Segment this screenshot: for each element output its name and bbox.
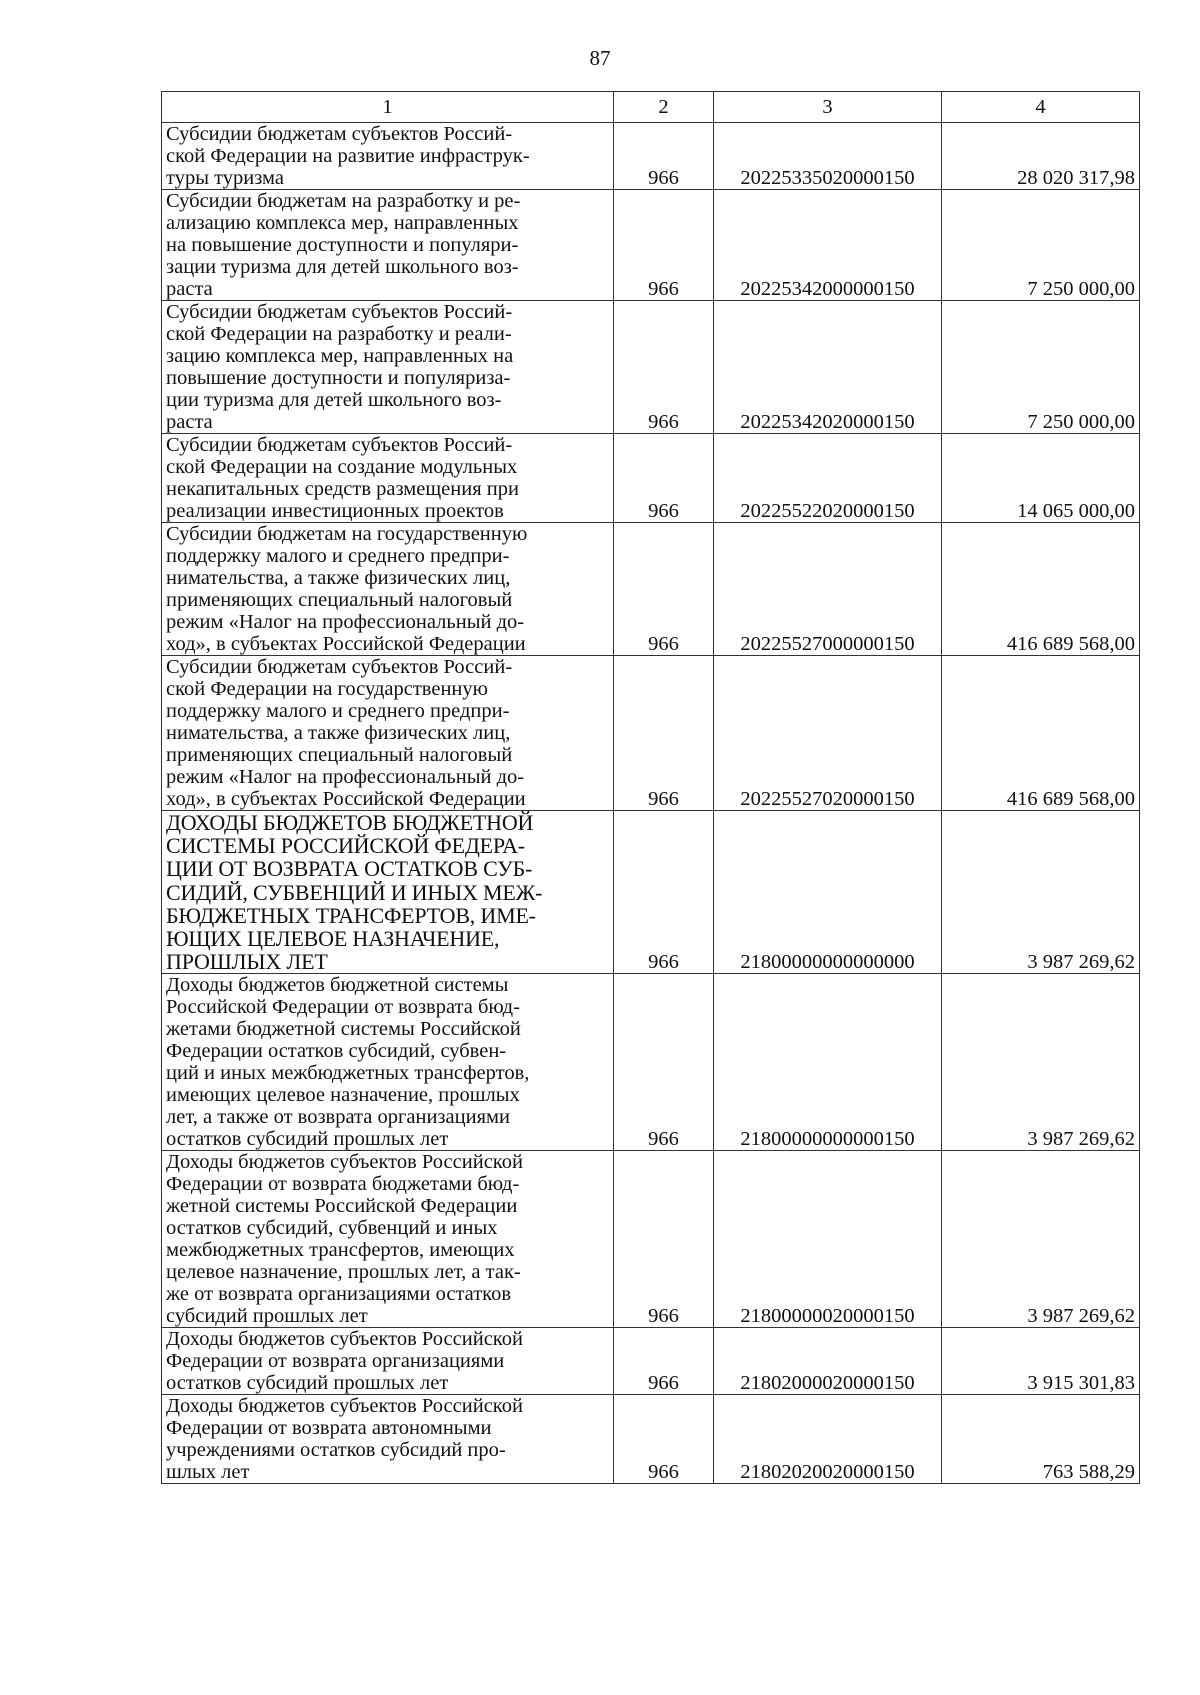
row-budget-code: 20225527000000150 bbox=[714, 523, 942, 656]
row-name-line: БЮДЖЕТНЫХ ТРАНСФЕРТОВ, ИМЕ- bbox=[166, 902, 536, 928]
table-row bbox=[162, 434, 1140, 523]
row-name-line: ход», в субъектах Российской Федерации bbox=[166, 633, 526, 655]
row-name-line: шлых лет bbox=[166, 1461, 250, 1484]
row-name-line: туры туризма bbox=[166, 167, 284, 189]
row-admin-code: 966 bbox=[614, 1395, 714, 1484]
table-row bbox=[162, 1328, 1140, 1395]
row-name-line: поддержку малого и среднего предпри- bbox=[166, 545, 510, 567]
row-name-line: нимательства, а также физических лиц, bbox=[166, 722, 511, 744]
row-name-cell bbox=[162, 190, 614, 301]
row-name-line: лет, а также от возврата организациями bbox=[166, 1106, 510, 1129]
row-name-line: Субсидии бюджетам субъектов Россий- bbox=[166, 123, 513, 145]
table-row bbox=[162, 123, 1140, 190]
row-name-line: Доходы бюджетов бюджетной системы bbox=[166, 974, 509, 997]
row-name-line: учреждениями остатков субсидий про- bbox=[166, 1439, 506, 1462]
row-name-line: Субсидии бюджетам на государственную bbox=[166, 523, 528, 545]
row-amount: 28 020 317,98 bbox=[942, 123, 1140, 190]
row-name-cell bbox=[162, 523, 614, 656]
row-admin-code: 966 bbox=[614, 811, 714, 974]
row-name-line: раста bbox=[166, 278, 213, 300]
row-name-line: остатков субсидий, субвенций и иных bbox=[166, 1217, 498, 1240]
budget-table bbox=[161, 91, 1140, 1484]
row-name-cell bbox=[162, 1395, 614, 1484]
row-name-line: СИДИЙ, СУБВЕНЦИЙ И ИНЫХ МЕЖ- bbox=[166, 879, 543, 905]
table-header bbox=[162, 92, 1140, 123]
row-name-line: нимательства, а также физических лиц, bbox=[166, 567, 511, 589]
table-row bbox=[162, 1395, 1140, 1484]
header-col-1: 1 bbox=[162, 92, 614, 123]
row-budget-code: 20225335020000150 bbox=[714, 123, 942, 190]
row-name-cell bbox=[162, 123, 614, 190]
row-name-cell bbox=[162, 434, 614, 523]
row-name-line: ЮЩИХ ЦЕЛЕВОЕ НАЗНАЧЕНИЕ, bbox=[166, 926, 500, 952]
table-body bbox=[162, 123, 1140, 1484]
row-name-cell bbox=[162, 1328, 614, 1395]
row-amount: 7 250 000,00 bbox=[942, 190, 1140, 301]
row-amount: 14 065 000,00 bbox=[942, 434, 1140, 523]
row-admin-code: 966 bbox=[614, 1328, 714, 1395]
row-name-line: реализации инвестиционных проектов bbox=[166, 500, 504, 522]
row-name-line: раста bbox=[166, 411, 213, 433]
table-row bbox=[162, 1151, 1140, 1328]
row-budget-code: 20225342020000150 bbox=[714, 301, 942, 434]
row-name-line: повышение доступности и популяриза- bbox=[166, 367, 511, 389]
row-name-line: жетами бюджетной системы Российской bbox=[166, 1018, 521, 1041]
row-budget-code: 21802020020000150 bbox=[714, 1395, 942, 1484]
row-budget-code: 21800000000000000 bbox=[714, 811, 942, 974]
row-name-line: ций и иных межбюджетных трансфертов, bbox=[166, 1062, 530, 1085]
row-name-cell bbox=[162, 974, 614, 1151]
row-name-cell bbox=[162, 656, 614, 811]
row-name-line: субсидий прошлых лет bbox=[166, 1305, 368, 1328]
row-admin-code: 966 bbox=[614, 974, 714, 1151]
row-admin-code: 966 bbox=[614, 434, 714, 523]
row-name-line: ской Федерации на государственную bbox=[166, 678, 488, 700]
row-name-line: поддержку малого и среднего предпри- bbox=[166, 700, 510, 722]
table-row bbox=[162, 523, 1140, 656]
table-row bbox=[162, 974, 1140, 1151]
row-name-line: применяющих специальный налоговый bbox=[166, 589, 513, 611]
row-name-line: Доходы бюджетов субъектов Российской bbox=[166, 1151, 523, 1174]
row-admin-code: 966 bbox=[614, 523, 714, 656]
header-row bbox=[162, 92, 1140, 123]
row-name-line: ЦИИ ОТ ВОЗВРАТА ОСТАТКОВ СУБ- bbox=[166, 856, 533, 882]
row-name-line: Федерации остатков субсидий, субвен- bbox=[166, 1040, 507, 1063]
row-name-line: режим «Налог на профессиональный до- bbox=[166, 766, 525, 788]
row-name-line: ской Федерации на разработку и реали- bbox=[166, 323, 512, 345]
row-name-line: Федерации от возврата организациями bbox=[166, 1350, 505, 1373]
table-row bbox=[162, 301, 1140, 434]
row-name-line: применяющих специальный налоговый bbox=[166, 744, 513, 766]
header-col-4: 4 bbox=[942, 92, 1140, 123]
row-name-line: жетной системы Российской Федерации bbox=[166, 1195, 518, 1218]
row-name-line: СИСТЕМЫ РОССИЙСКОЙ ФЕДЕРА- bbox=[166, 833, 525, 859]
header-col-2: 2 bbox=[614, 92, 714, 123]
row-budget-code: 20225342000000150 bbox=[714, 190, 942, 301]
row-name-line: зацию комплекса мер, направленных на bbox=[166, 345, 514, 367]
row-admin-code: 966 bbox=[614, 301, 714, 434]
row-name-cell bbox=[162, 301, 614, 434]
row-amount: 763 588,29 bbox=[942, 1395, 1140, 1484]
row-name-line: Субсидии бюджетам субъектов Россий- bbox=[166, 301, 513, 323]
table-row bbox=[162, 656, 1140, 811]
row-admin-code: 966 bbox=[614, 123, 714, 190]
row-amount: 416 689 568,00 bbox=[942, 523, 1140, 656]
row-budget-code: 21800000000000150 bbox=[714, 974, 942, 1151]
row-name-line: ской Федерации на создание модульных bbox=[166, 456, 518, 478]
row-name-line: Федерации от возврата автономными bbox=[166, 1417, 492, 1440]
row-admin-code: 966 bbox=[614, 190, 714, 301]
row-name-line: остатков субсидий прошлых лет bbox=[166, 1128, 449, 1151]
row-admin-code: 966 bbox=[614, 1151, 714, 1328]
row-amount: 416 689 568,00 bbox=[942, 656, 1140, 811]
row-name-line: целевое назначение, прошлых лет, а так- bbox=[166, 1261, 521, 1284]
row-name-cell bbox=[162, 1151, 614, 1328]
row-name-line: Субсидии бюджетам на разработку и ре- bbox=[166, 190, 521, 212]
page-number: 87 bbox=[589, 46, 611, 70]
row-name-line: межбюджетных трансфертов, имеющих bbox=[166, 1239, 515, 1262]
row-name-line: остатков субсидий прошлых лет bbox=[166, 1372, 449, 1395]
row-name-line: Субсидии бюджетам субъектов Россий- bbox=[166, 434, 513, 456]
row-name-line: имеющих целевое назначение, прошлых bbox=[166, 1084, 520, 1107]
row-amount: 3 987 269,62 bbox=[942, 1151, 1140, 1328]
row-name-line: ской Федерации на развитие инфраструк- bbox=[166, 145, 530, 167]
row-name-line: ход», в субъектах Российской Федерации bbox=[166, 788, 526, 810]
row-name-line: некапитальных средств размещения при bbox=[166, 478, 519, 500]
row-name-line: зации туризма для детей школьного воз- bbox=[166, 256, 519, 278]
row-name-line: ализацию комплекса мер, направленных bbox=[166, 212, 519, 234]
row-name-line: же от возврата организациями остатков bbox=[166, 1283, 512, 1306]
row-name-line: режим «Налог на профессиональный до- bbox=[166, 611, 525, 633]
row-budget-code: 21800000020000150 bbox=[714, 1151, 942, 1328]
row-admin-code: 966 bbox=[614, 656, 714, 811]
row-name-line: Доходы бюджетов субъектов Российской bbox=[166, 1328, 523, 1351]
row-budget-code: 20225522020000150 bbox=[714, 434, 942, 523]
row-name-line: Федерации от возврата бюджетами бюд- bbox=[166, 1173, 520, 1196]
row-name-line: Субсидии бюджетам субъектов Россий- bbox=[166, 656, 513, 678]
row-name-line: ПРОШЛЫХ ЛЕТ bbox=[166, 949, 328, 975]
row-name-line: ДОХОДЫ БЮДЖЕТОВ БЮДЖЕТНОЙ bbox=[166, 810, 534, 835]
table-row bbox=[162, 811, 1140, 974]
row-amount: 3 987 269,62 bbox=[942, 974, 1140, 1151]
row-name-line: ции туризма для детей школьного воз- bbox=[166, 389, 502, 411]
row-amount: 7 250 000,00 bbox=[942, 301, 1140, 434]
row-budget-code: 21802000020000150 bbox=[714, 1328, 942, 1395]
row-amount: 3 915 301,83 bbox=[942, 1328, 1140, 1395]
row-name-line: на повышение доступности и популяри- bbox=[166, 234, 519, 256]
row-amount: 3 987 269,62 bbox=[942, 811, 1140, 974]
header-col-3: 3 bbox=[714, 92, 942, 123]
table-row bbox=[162, 190, 1140, 301]
row-name-line: Доходы бюджетов субъектов Российской bbox=[166, 1395, 523, 1418]
row-name-line: Российской Федерации от возврата бюд- bbox=[166, 996, 520, 1019]
row-name-cell bbox=[162, 811, 614, 974]
row-budget-code: 20225527020000150 bbox=[714, 656, 942, 811]
